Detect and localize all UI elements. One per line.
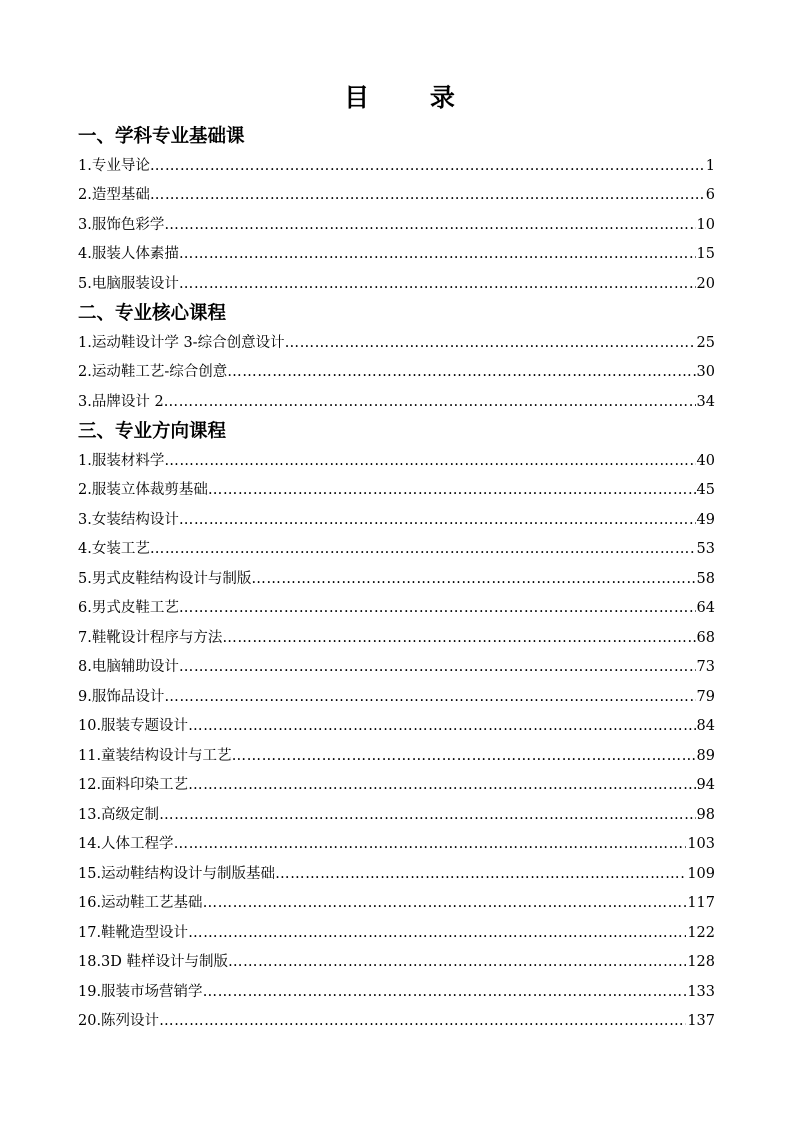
dot-leader (208, 479, 696, 501)
entry-page-number: 6 (705, 187, 715, 203)
entry-page-number: 15 (696, 246, 715, 262)
entry-title: 10.服装专题设计 (78, 718, 189, 734)
dot-leader (164, 214, 695, 236)
toc-entry[interactable] (78, 922, 715, 944)
dot-leader (203, 981, 687, 1003)
dot-leader (285, 332, 696, 354)
toc-entry[interactable] (78, 1010, 715, 1032)
entry-page-number: 53 (696, 541, 715, 557)
entry-title: 1.服装材料学 (78, 453, 165, 469)
entry-page-number: 98 (696, 807, 715, 823)
entry-title: 3.女装结构设计 (78, 512, 179, 528)
entry-page-number: 94 (696, 777, 715, 793)
entry-title: 2.造型基础 (78, 187, 150, 203)
entry-title: 4.服装人体素描 (78, 246, 179, 262)
entry-title: 9.服饰品设计 (78, 689, 165, 705)
entry-page-number: 30 (696, 364, 715, 380)
dot-leader (179, 243, 696, 265)
entry-title: 4.女装工艺 (78, 541, 150, 557)
toc-entry[interactable] (78, 951, 715, 973)
dot-leader (159, 1010, 686, 1032)
toc-entry[interactable] (78, 745, 715, 767)
toc-entry[interactable] (78, 538, 715, 560)
section-heading: 二、专业核心课程 (78, 303, 227, 324)
entry-page-number: 73 (696, 659, 715, 675)
entry-title: 11.童装结构设计与工艺 (78, 748, 232, 764)
toc-entry[interactable] (78, 863, 715, 885)
entry-title: 19.服装市场营销学 (78, 984, 203, 1000)
entry-title: 3.服饰色彩学 (78, 217, 165, 233)
toc-entry[interactable] (78, 361, 715, 383)
entry-page-number: 103 (687, 836, 715, 852)
toc-entry[interactable] (78, 804, 715, 826)
entry-title: 5.电脑服装设计 (78, 276, 179, 292)
dot-leader (227, 361, 695, 383)
dot-leader (159, 804, 695, 826)
entry-page-number: 68 (696, 630, 715, 646)
dot-leader (179, 509, 696, 531)
entry-page-number: 79 (696, 689, 715, 705)
entry-title: 2.运动鞋工艺-综合创意 (78, 364, 228, 380)
toc-entry[interactable] (78, 479, 715, 501)
dot-leader (228, 951, 686, 973)
entry-title: 3.品牌设计 2 (78, 394, 164, 410)
dot-leader (275, 863, 686, 885)
toc-entry[interactable] (78, 214, 715, 236)
dot-leader (188, 922, 686, 944)
dot-leader (179, 656, 696, 678)
toc-entry[interactable] (78, 833, 715, 855)
dot-leader (164, 686, 695, 708)
toc-entry[interactable] (78, 155, 715, 177)
toc-entry[interactable] (78, 568, 715, 590)
entry-title: 15.运动鞋结构设计与制版基础 (78, 866, 276, 882)
dot-leader (179, 273, 696, 295)
toc-entry[interactable] (78, 627, 715, 649)
entry-page-number: 20 (696, 276, 715, 292)
dot-leader (174, 833, 687, 855)
dot-leader (164, 450, 695, 472)
section-heading: 一、学科专业基础课 (78, 126, 245, 147)
toc-entry[interactable] (78, 509, 715, 531)
entry-title: 20.陈列设计 (78, 1013, 160, 1029)
entry-page-number: 109 (687, 866, 715, 882)
toc-entry[interactable] (78, 391, 715, 413)
entry-page-number: 133 (687, 984, 715, 1000)
entry-page-number: 10 (696, 217, 715, 233)
toc-entry[interactable] (78, 686, 715, 708)
entry-title: 14.人体工程学 (78, 836, 174, 852)
dot-leader (222, 627, 695, 649)
toc-entry[interactable] (78, 450, 715, 472)
entry-title: 7.鞋靴设计程序与方法 (78, 630, 223, 646)
dot-leader (150, 538, 696, 560)
entry-page-number: 84 (696, 718, 715, 734)
dot-leader (164, 391, 696, 413)
entry-title: 2.服装立体裁剪基础 (78, 482, 208, 498)
entry-page-number: 122 (687, 925, 715, 941)
toc-entry[interactable] (78, 715, 715, 737)
entry-page-number: 128 (687, 954, 715, 970)
toc-entry[interactable] (78, 774, 715, 796)
entry-page-number: 25 (696, 335, 715, 351)
toc-entry[interactable] (78, 597, 715, 619)
entry-page-number: 49 (696, 512, 715, 528)
toc-entry[interactable] (78, 981, 715, 1003)
dot-leader (188, 774, 695, 796)
dot-leader (150, 155, 705, 177)
entry-title: 1.专业导论 (78, 158, 150, 174)
entry-title: 16.运动鞋工艺基础 (78, 895, 203, 911)
entry-title: 12.面料印染工艺 (78, 777, 189, 793)
entry-page-number: 58 (696, 571, 715, 587)
dot-leader (188, 715, 695, 737)
entry-title: 1.运动鞋设计学 3-综合创意设计 (78, 335, 285, 351)
entry-title: 17.鞋靴造型设计 (78, 925, 189, 941)
dot-leader (179, 597, 696, 619)
entry-page-number: 1 (705, 158, 715, 174)
toc-entry[interactable] (78, 892, 715, 914)
entry-page-number: 117 (687, 895, 715, 911)
section-heading: 三、专业方向课程 (78, 421, 227, 442)
dot-leader (251, 568, 695, 590)
entry-page-number: 45 (696, 482, 715, 498)
entry-title: 8.电脑辅助设计 (78, 659, 179, 675)
dot-leader (203, 892, 687, 914)
entry-title: 6.男式皮鞋工艺 (78, 600, 179, 616)
toc-entry[interactable] (78, 656, 715, 678)
toc-entry[interactable] (78, 273, 715, 295)
entry-title: 18.3D 鞋样设计与制版 (78, 954, 229, 970)
entry-page-number: 34 (696, 394, 715, 410)
entry-page-number: 64 (696, 600, 715, 616)
entry-page-number: 137 (687, 1013, 715, 1029)
dot-leader (150, 184, 705, 206)
toc-entry[interactable] (78, 184, 715, 206)
entry-page-number: 40 (696, 453, 715, 469)
toc-entry[interactable] (78, 243, 715, 265)
dot-leader (232, 745, 696, 767)
page-title: 目 录 (344, 83, 481, 112)
entry-title: 5.男式皮鞋结构设计与制版 (78, 571, 252, 587)
entry-title: 13.高级定制 (78, 807, 160, 823)
entry-page-number: 89 (696, 748, 715, 764)
toc-entry[interactable] (78, 332, 715, 354)
